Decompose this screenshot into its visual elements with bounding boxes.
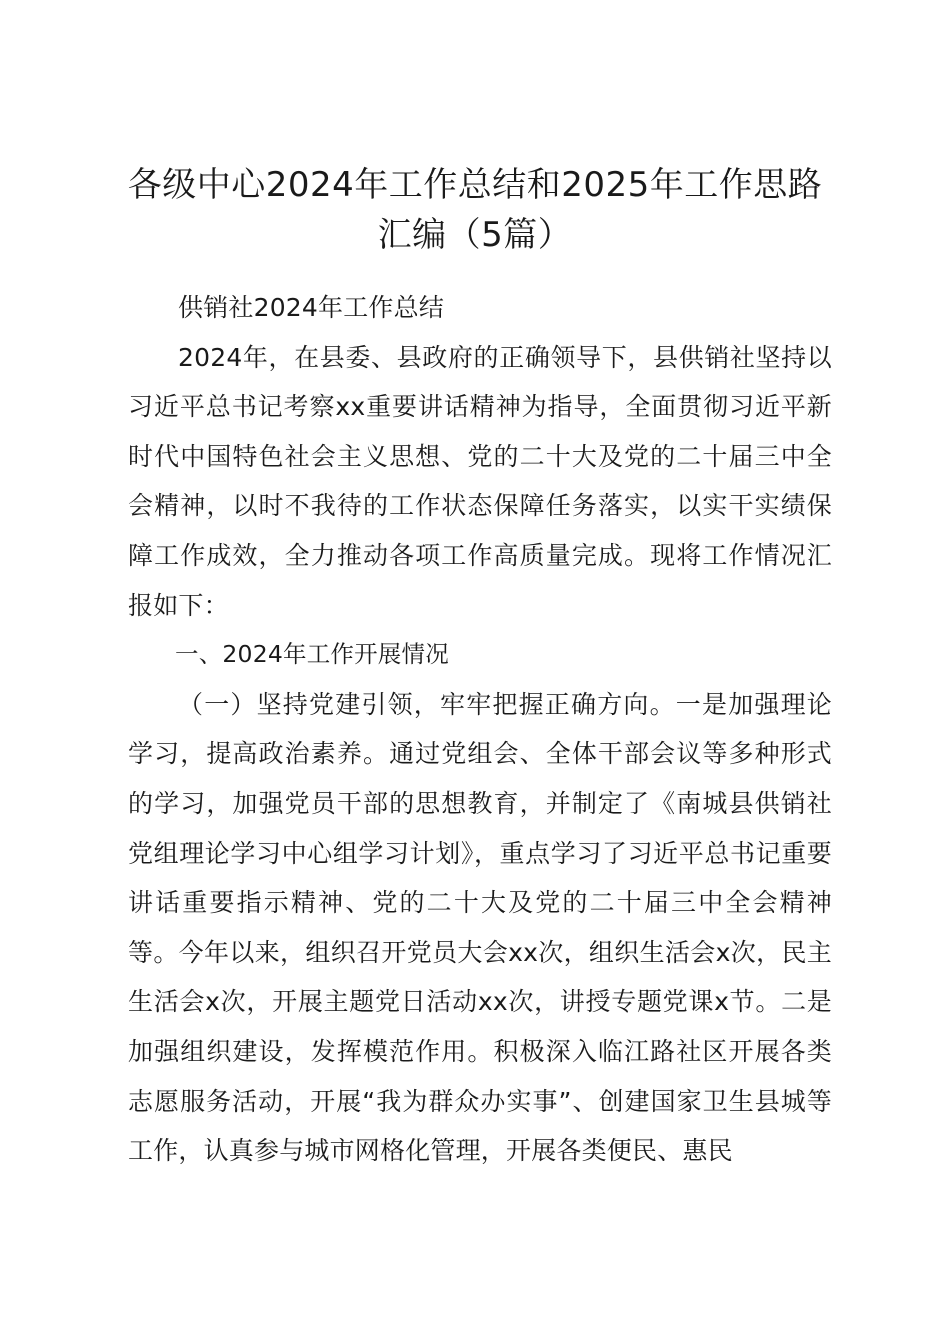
document-body — [128, 283, 832, 1176]
intro-paragraph: 2024年，在县委、县政府的正确领导下，县供销社坚持以习近平总书记考察xx重要讲话精神为指导，全面贯彻习近平新时代中国特色社会主义思想、党的二十大及党的二十届三中全会精神，以时不我待的工作状态保障任务落实，以实干实绩保障工作成效，全力推动各项工作高质量完成。现将工作情况汇报如下： — [128, 342, 832, 620]
document-title: 各级中心2024年工作总结和2025年工作思路汇编（5篇） — [127, 165, 823, 255]
section-heading: 供销社2024年工作总结 — [178, 293, 445, 322]
body-paragraph: （一）坚持党建引领，牢牢把握正确方向。一是加强理论学习，提高政治素养。通过党组会、全体干部会议等多种形式的学习，加强党员干部的思想教育，并制定了《南城县供销社党组理论学习中心组学习计划》，重点学习了习近平总书记重要讲话重要指示精神、党的二十大及党的二十届三中全会精神等。今年以来，组织召开党员大会xx次，组织生活会x次，民主生活会x次，开展主题党日活动xx次，讲授专题党课x节。二是加强组织建设，发挥模范作用。积极深入临江路社区开展各类志愿服务活动，开展“我为群众办实事”、创建国家卫生县城等工作，认真参与城市网格化管理，开展各类便民、惠民 — [128, 689, 832, 1166]
subsection-heading: 一、2024年工作开展情况 — [175, 640, 449, 669]
